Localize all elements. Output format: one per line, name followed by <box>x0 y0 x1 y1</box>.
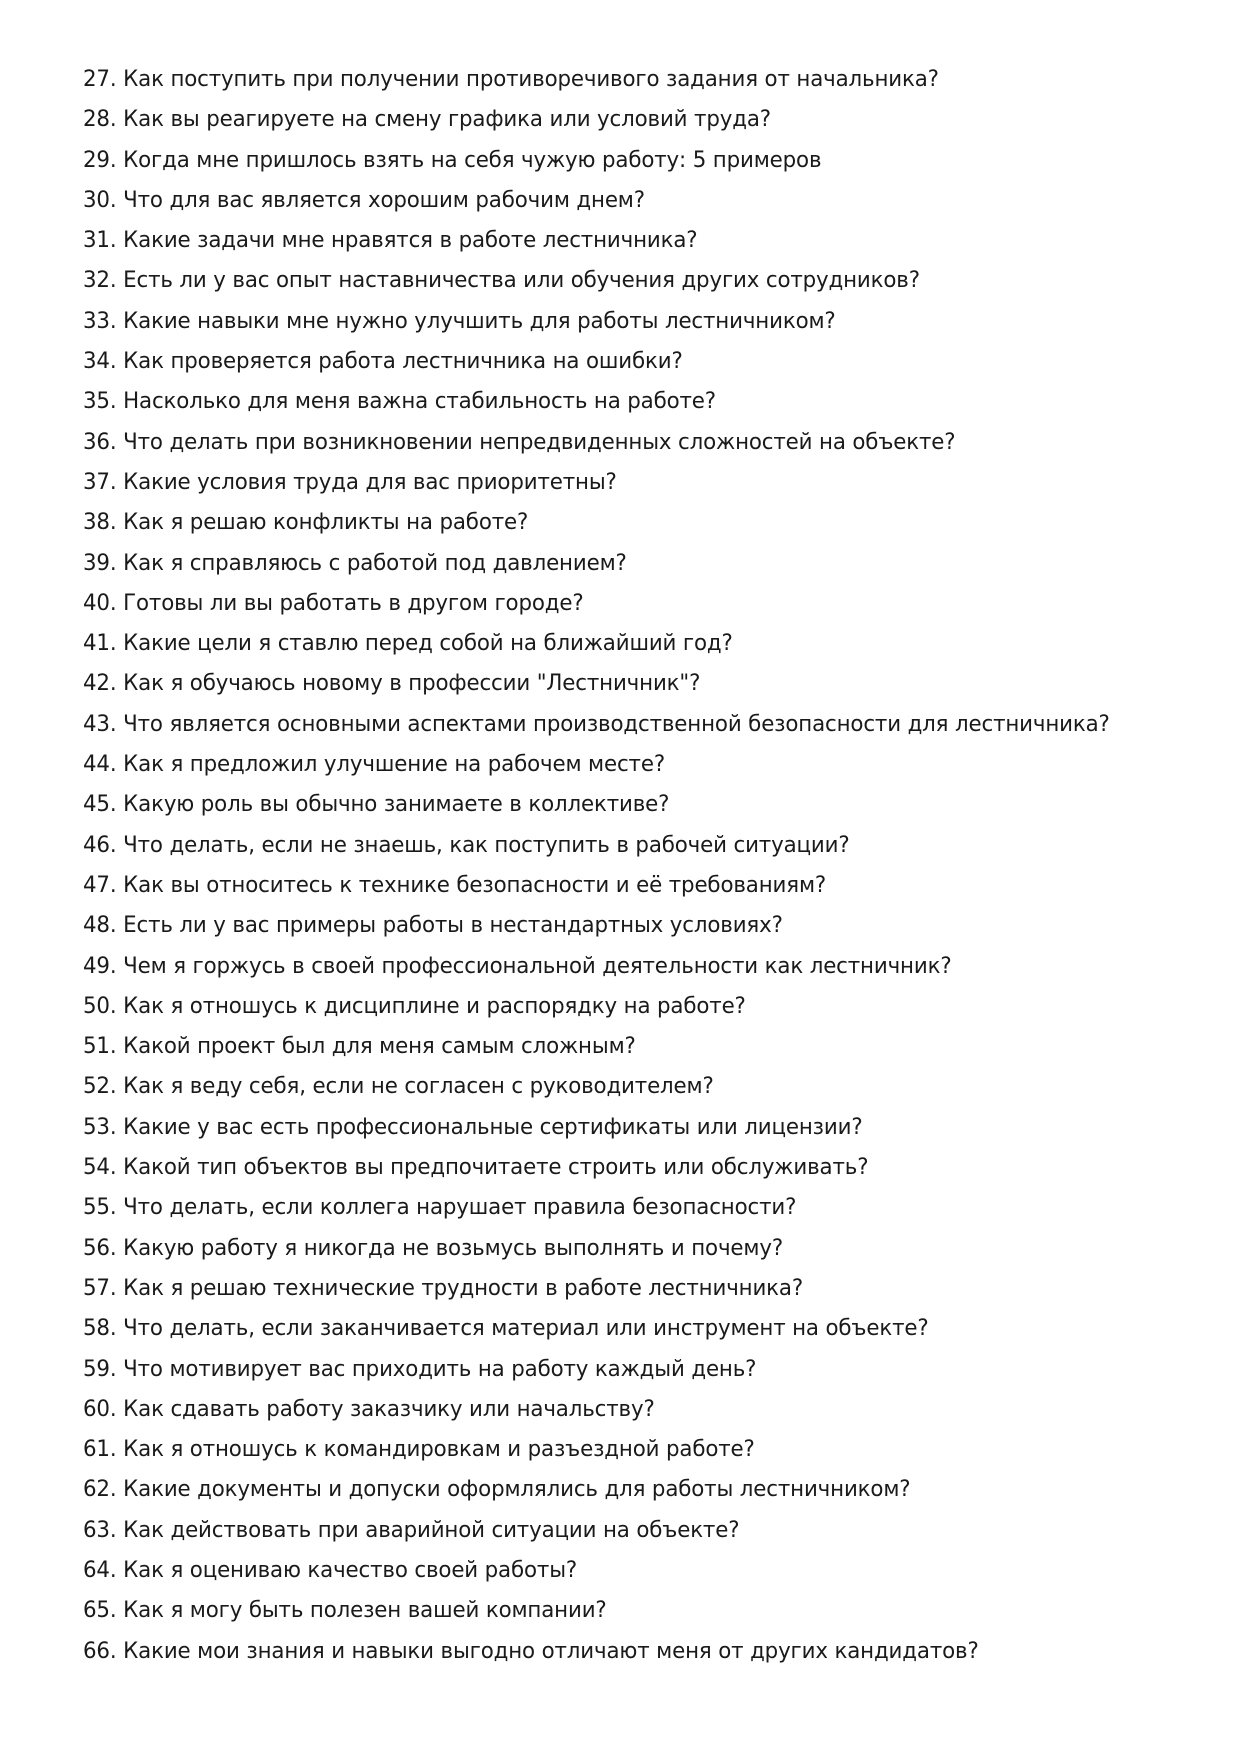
question-item: 63. Как действовать при аварийной ситуации на объекте? <box>83 1517 740 1543</box>
question-item: 47. Как вы относитесь к технике безопасности и её требованиям? <box>83 872 827 898</box>
question-item: 65. Как я могу быть полезен вашей компании? <box>83 1598 607 1624</box>
question-item: 52. Как я веду себя, если не согласен с руководителем? <box>83 1074 714 1100</box>
question-item: 32. Есть ли у вас опыт наставничества или обучения других сотрудников? <box>83 268 920 294</box>
question-item: 53. Какие у вас есть профессиональные сертификаты или лицензии? <box>83 1114 863 1140</box>
question-item: 59. Что мотивирует вас приходить на работу каждый день? <box>83 1356 757 1382</box>
question-item: 37. Какие условия труда для вас приоритетны? <box>83 469 617 495</box>
question-item: 66. Какие мои знания и навыки выгодно отличают меня от других кандидатов? <box>83 1638 979 1664</box>
question-item: 38. Как я решаю конфликты на работе? <box>83 510 529 536</box>
question-list <box>83 60 1203 1672</box>
question-item: 60. Как сдавать работу заказчику или начальству? <box>83 1396 655 1422</box>
question-item: 55. Что делать, если коллега нарушает правила безопасности? <box>83 1195 797 1221</box>
question-item: 27. Как поступить при получении противоречивого задания от начальника? <box>83 67 939 92</box>
question-item: 49. Чем я горжусь в своей профессиональной деятельности как лестничник? <box>83 953 952 979</box>
question-item: 61. Как я отношусь к командировкам и разъездной работе? <box>83 1437 755 1463</box>
question-item: 51. Какой проект был для меня самым сложным? <box>83 1034 636 1060</box>
question-item: 41. Какие цели я ставлю перед собой на ближайший год? <box>83 631 733 657</box>
question-item: 57. Как я решаю технические трудности в работе лестничника? <box>83 1275 804 1301</box>
question-item: 44. Как я предложил улучшение на рабочем месте? <box>83 752 666 778</box>
question-item: 30. Что для вас является хорошим рабочим днем? <box>83 187 645 213</box>
question-item: 48. Есть ли у вас примеры работы в нестандартных условиях? <box>83 913 783 939</box>
question-item: 34. Как проверяется работа лестничника на ошибки? <box>83 349 683 375</box>
question-item: 35. Насколько для меня важна стабильность на работе? <box>83 389 716 415</box>
question-item: 42. Как я обучаюсь новому в профессии "Лестничник"? <box>83 671 701 697</box>
question-item: 36. Что делать при возникновении непредвиденных сложностей на объекте? <box>83 429 956 455</box>
question-item: 43. Что является основными аспектами производственной безопасности для лестничника? <box>83 711 1110 737</box>
question-item: 33. Какие навыки мне нужно улучшить для работы лестничником? <box>83 308 836 334</box>
question-item: 58. Что делать, если заканчивается материал или инструмент на объекте? <box>83 1316 929 1342</box>
question-item: 39. Как я справляюсь с работой под давлением? <box>83 550 627 576</box>
question-item: 50. Как я отношусь к дисциплине и распорядку на работе? <box>83 993 746 1019</box>
question-item: 40. Готовы ли вы работать в другом городе? <box>83 590 584 616</box>
question-item: 64. Как я оцениваю качество своей работы? <box>83 1557 578 1583</box>
question-item: 31. Какие задачи мне нравятся в работе лестничника? <box>83 228 698 254</box>
question-item: 46. Что делать, если не знаешь, как поступить в рабочей ситуации? <box>83 832 850 858</box>
question-item: 54. Какой тип объектов вы предпочитаете строить или обслуживать? <box>83 1155 869 1181</box>
question-item: 56. Какую работу я никогда не возьмусь выполнять и почему? <box>83 1235 784 1261</box>
question-item: 62. Какие документы и допуски оформлялись для работы лестничником? <box>83 1477 911 1503</box>
question-item: 29. Когда мне пришлось взять на себя чужую работу: 5 примеров <box>83 147 822 173</box>
question-item: 28. Как вы реагируете на смену графика или условий труда? <box>83 107 771 133</box>
question-item: 45. Какую роль вы обычно занимаете в коллективе? <box>83 792 670 818</box>
